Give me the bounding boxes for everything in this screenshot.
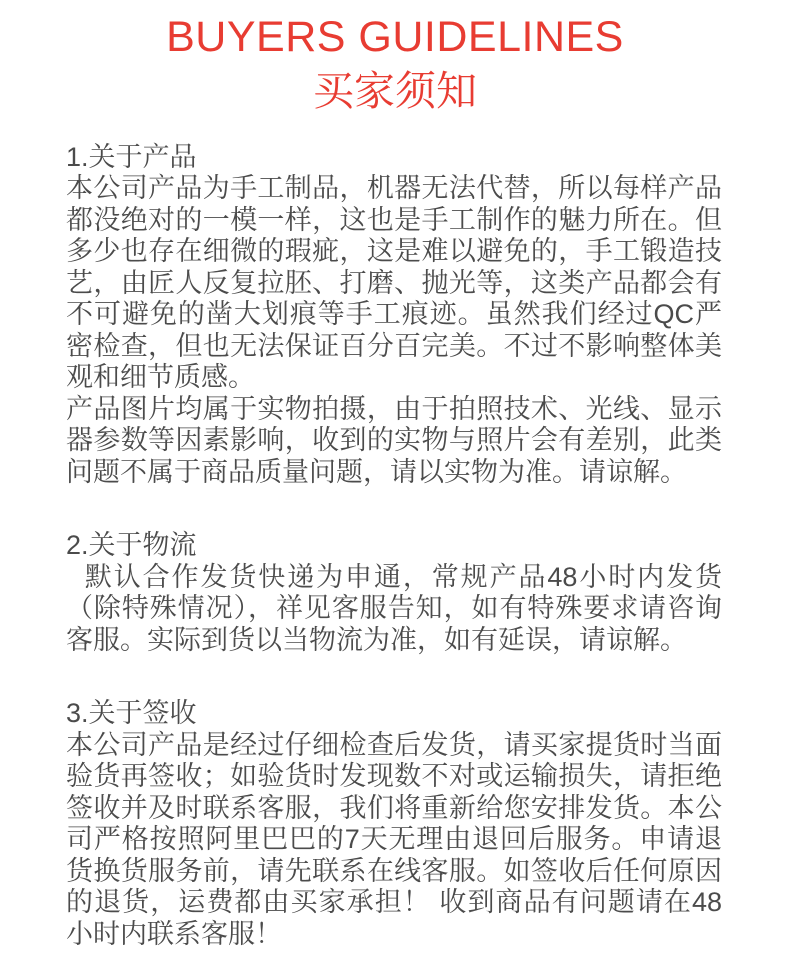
section-heading-product: 1.关于产品 [66, 141, 197, 172]
page-title-english: BUYERS GUIDELINES [166, 13, 624, 61]
section-about-logistics [66, 530, 722, 656]
receipt-paragraph: 本公司产品是经过仔细检查后发货，请买家提货时当面验货再签收；如验货时发现数不对或运输损失，请拒绝签收并及时联系客服，我们将重新给您安排发货。本公司严格按照阿里巴巴的7天无理由退回后服务。申请退货换货服务前，请先联系在线客服。如签收后任何原因的退货，运费都由买家承担！ 收到商品有问题请在48小时内联系客服！ [66, 729, 722, 949]
section-about-product [66, 142, 722, 489]
product-paragraph-photos: 产品图片均属于实物拍摄，由于拍照技术、光线、显示器参数等因素影响，收到的实物与照片会有差别，此类问题不属于商品质量问题，请以实物为准。请谅解。 [66, 393, 722, 487]
section-heading-logistics: 2.关于物流 [66, 530, 197, 561]
guidelines-content [0, 115, 790, 951]
logistics-paragraph: 默认合作发货快递为申通，常规产品48小时内发货（除特殊情况），祥见客服告知，如有特殊要求请咨询客服。实际到货以当物流为准，如有延误，请谅解。 [66, 561, 722, 655]
page-header [0, 0, 790, 115]
section-heading-receipt: 3.关于签收 [66, 698, 197, 729]
section-about-receipt [66, 698, 722, 950]
page-title-chinese: 买家须知 [313, 67, 477, 114]
product-paragraph-handmade: 本公司产品为手工制品，机器无法代替，所以每样产品都没绝对的一模一样，这也是手工制作的魅力所在。但多少也存在细微的瑕疵，这是难以避免的，手工锻造技艺，由匠人反复拉胚、打磨、抛光等，这类产品都会有不可避免的凿大划痕等手工痕迹。虽然我们经过QC严密检查，但也无法保证百分百完美。不过不影响整体美观和细节质感。 [66, 173, 722, 393]
